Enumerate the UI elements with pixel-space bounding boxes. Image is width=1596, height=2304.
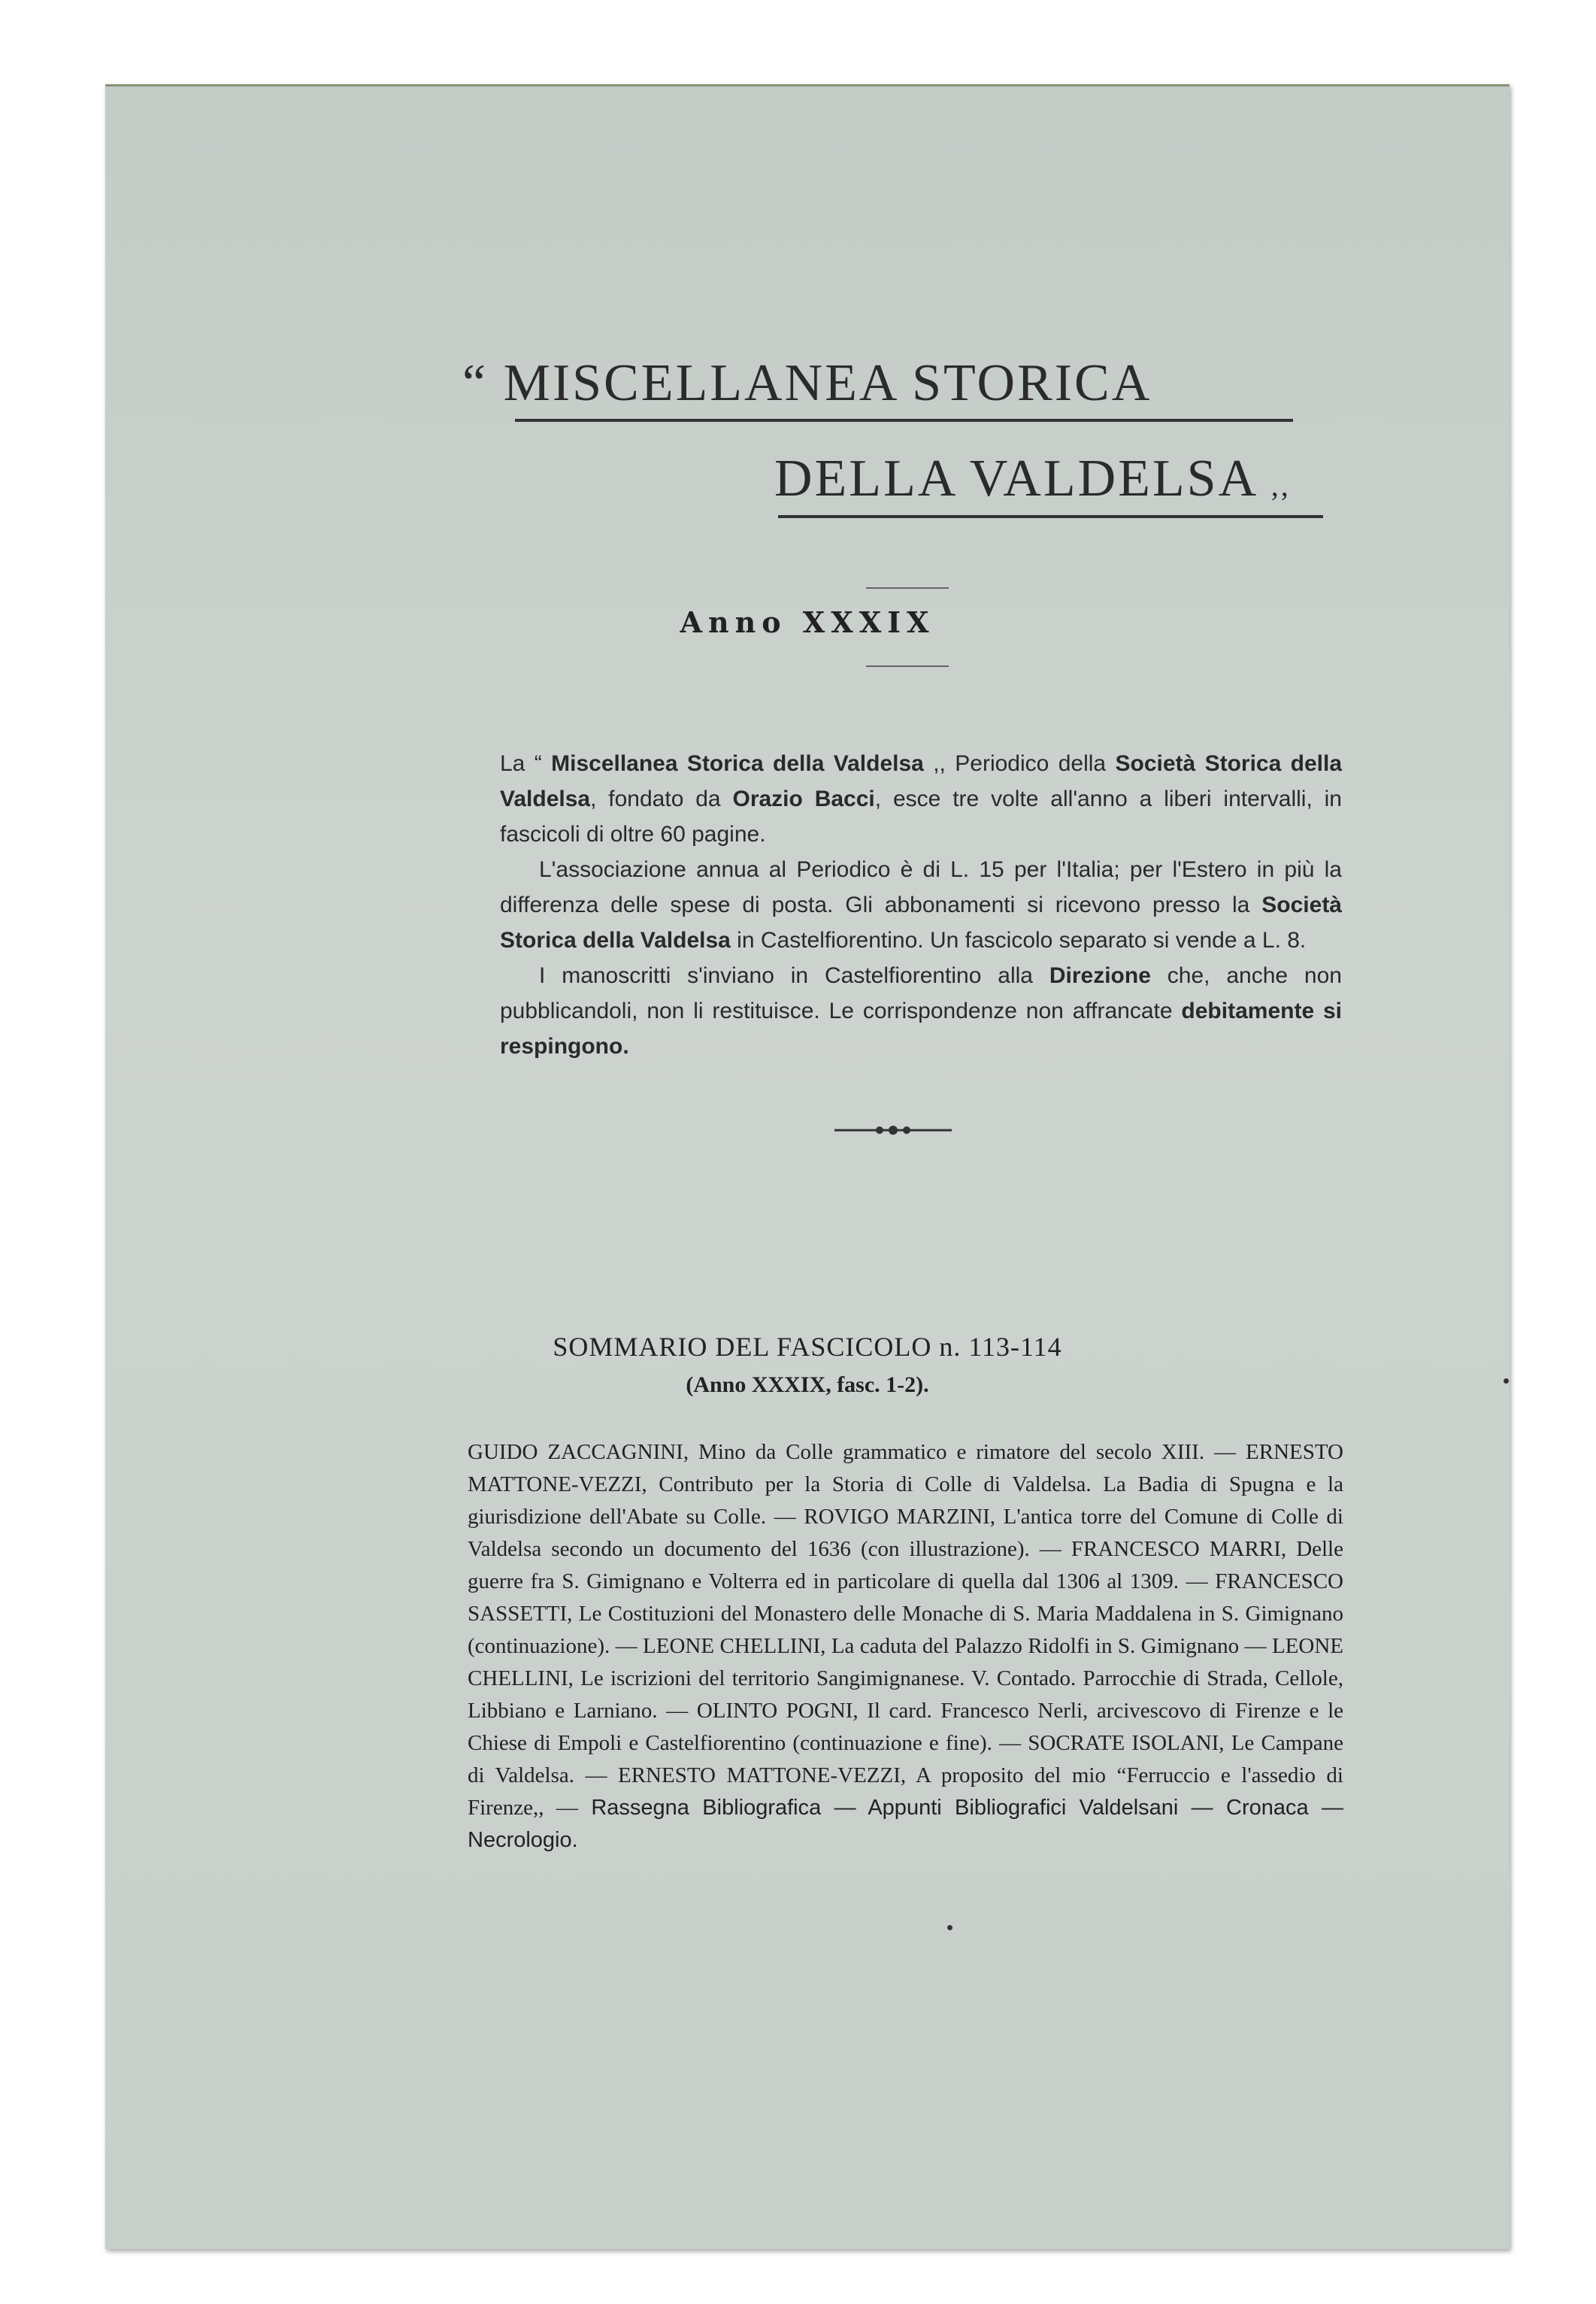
sommario-subtitle: (Anno XXXIX, fasc. 1-2). <box>686 1372 929 1397</box>
intro-p2-b: in Castelfiorentino. Un fascicolo separato si vende a L. 8. <box>730 928 1307 953</box>
intro-p1-founder: Orazio Bacci <box>732 787 875 811</box>
intro-p1-c: , fondato da <box>590 787 733 811</box>
sommario-paragraph <box>468 1436 1343 1857</box>
intro-p1-b: ,, Periodico della <box>923 751 1116 776</box>
volume-year: Anno XXXIX <box>680 605 935 639</box>
intro-p1-society: Società Storica della Valdelsa <box>500 751 1343 811</box>
speck <box>947 1925 952 1930</box>
intro-p3-a: I manoscritti s'inviano in Castelfiorentino alla <box>539 963 1049 988</box>
intro-paragraph-2 <box>500 852 1342 958</box>
intro-p2-society: Società Storica della Valdelsa <box>500 893 1342 953</box>
divider-top <box>866 587 949 589</box>
title-line-2 <box>774 449 1291 509</box>
intro-text <box>500 746 1342 1064</box>
speck <box>1504 1378 1509 1384</box>
title-underline-2 <box>778 515 1323 518</box>
sommario-contents: GUIDO ZACCAGNINI, Mino da Colle grammatico e rimatore del secolo XIII. — ERNESTO MATTONE-VEZZI, Contributo per la Storia di Colle di Valdelsa. La Badia di Spugna e la giurisdizione dell'Abate su Colle. — ROVIGO MARZINI, L'antica torre del Comune di Colle di Valdelsa secondo un documento del 1636 (con illustrazione). — FRANCESCO MARRI, Delle guerre fra S. Gimignano e Volterra ed in particolare di quella dal 1306 al 1309. — FRANCESCO SASSETTI, Le Costituzioni del Monastero delle Monache di S. Maria Maddalena in S. Gimignano (continuazione). — LEONE CHELLINI, La caduta del Palazzo Ridolfi in S. Gimignano — LEONE CHELLINI, Le iscrizioni del territorio Sangimignanese. V. Contado. Parrocchie di Strada, Cellole, Libbiano e Larniano. — OLINTO POGNI, Il card. Francesco Nerli, arcivescovo di Firenze e le Chiese di Empoli e Castelfiorentino (continuazione e fine). — SOCRATE ISOLANI, Le Campane di Valdelsa. — ERNESTO MATTONE-VEZZI, A proposito del mio “Ferruccio e l'assedio di Firenze,, — <box>468 1440 1343 1820</box>
ornament-divider-icon <box>833 1121 953 1139</box>
title-underline-1 <box>515 419 1293 422</box>
intro-p1-a: La “ <box>500 751 552 776</box>
intro-paragraph-3 <box>500 958 1342 1064</box>
document-page <box>105 84 1510 2249</box>
intro-p3-b: che, anche non pubblicandoli, non li restituisce. Le corrispondenze non affrancate <box>500 963 1342 1023</box>
sommario-contents-tail: Rassegna Bibliografica — Appunti Bibliografici Valdelsani — Cronaca — Necrologio. <box>468 1796 1343 1852</box>
intro-p2-a: L'associazione annua al Periodico è di L. 15 per l'Italia; per l'Estero in più la differenza delle spese di posta. Gli abbonamenti si ricevono presso la <box>500 857 1342 917</box>
sommario-title: SOMMARIO DEL FASCICOLO n. 113-114 <box>553 1332 1062 1362</box>
sommario-body <box>468 1436 1343 1857</box>
title-line-2-text: DELLA VALDELSA <box>774 450 1256 508</box>
title-close-quote: ,, <box>1270 468 1291 502</box>
title-line-1 <box>462 353 1152 414</box>
intro-p1-d: , esce tre volte all'anno a liberi intervalli, in fascicoli di oltre 60 pagine. <box>500 787 1342 847</box>
title-line-1-text: MISCELLANEA STORICA <box>503 354 1152 412</box>
intro-paragraph-1 <box>500 746 1342 852</box>
intro-p3-c: debitamente si respingono. <box>500 999 1342 1059</box>
divider-bottom <box>866 665 949 667</box>
intro-p1-title: Miscellanea Storica della Valdelsa <box>551 751 924 776</box>
intro-p3-direzione: Direzione <box>1049 963 1151 988</box>
title-open-quote: “ <box>462 354 489 412</box>
